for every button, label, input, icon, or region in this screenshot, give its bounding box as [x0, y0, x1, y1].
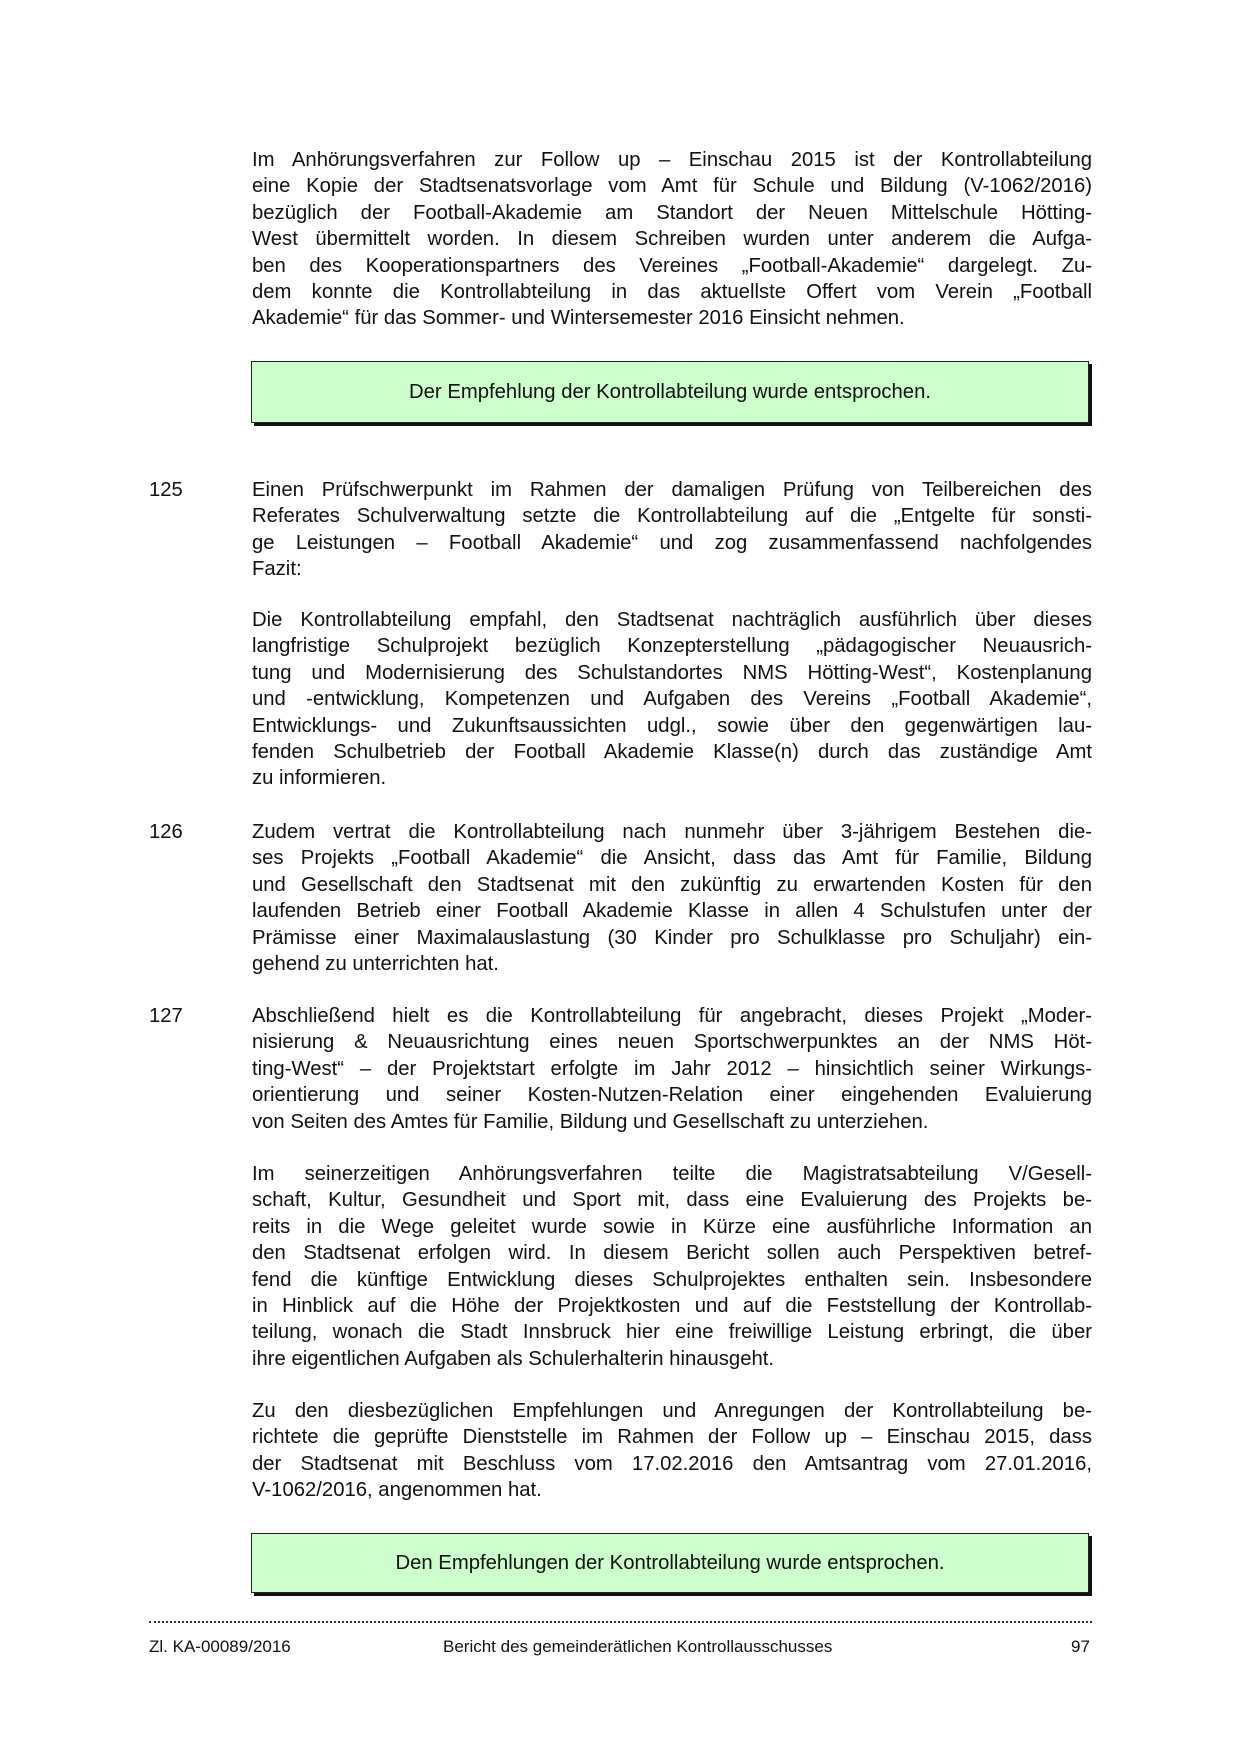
text-line: den Stadtsenat erfolgen wird. In diesem Bericht sollen auch Perspektiven betref-: [252, 1242, 1092, 1265]
text-line: ge Leistungen – Football Akademie“ und zog zusammenfassend nachfolgendes: [252, 531, 1092, 554]
text-line: Prämisse einer Maximalauslastung (30 Kinder pro Schulklasse pro Schuljahr) ein-: [252, 926, 1092, 949]
footer-page-number: 97: [1071, 1637, 1090, 1656]
text-line: V-1062/2016, angenommen hat.: [252, 1479, 542, 1502]
text-line: ting-West“ – der Projektstart erfolgte im Jahr 2012 – hinsichtlich seiner Wirkungs-: [252, 1057, 1092, 1080]
text-line: und Gesellschaft den Stadtsenat mit den zukünftig zu erwartenden Kosten für den: [252, 873, 1092, 896]
item-paragraph: [252, 477, 1092, 583]
text-line: bezüglich der Football-Akademie am Standort der Neuen Mittelschule Hötting-: [252, 201, 1092, 224]
text-line: Einen Prüfschwerpunkt im Rahmen der damaligen Prüfung von Teilbereichen des: [252, 479, 1092, 501]
text-line: zu informieren.: [252, 767, 387, 790]
text-line: Im seinerzeitigen Anhörungsverfahren teilte die Magistratsabteilung V/Gesell-: [252, 1163, 1092, 1185]
text-line: in Hinblick auf die Höhe der Projektkosten und auf die Feststellung der Kontrollab-: [252, 1295, 1092, 1318]
text-line: fend die künftige Entwicklung dieses Schulprojektes enthalten sein. Insbesondere: [252, 1268, 1092, 1291]
result-text: Der Empfehlung der Kontrollabteilung wurde entsprochen.: [409, 380, 931, 403]
text-line: gehend zu unterrichten hat.: [252, 953, 499, 976]
text-line: und -entwicklung, Kompetenzen und Aufgaben des Vereins „Football Akademie“,: [252, 688, 1092, 711]
text-line: Im Anhörungsverfahren zur Follow up – Einschau 2015 ist der Kontrollabteilung: [252, 149, 1092, 171]
intro-paragraph: [252, 147, 1092, 332]
item-paragraph: [252, 1398, 1092, 1504]
text-line: ben des Kooperationspartners des Vereines „Football-Akademie“ dargelegt. Zu-: [252, 254, 1092, 277]
text-line: West übermittelt worden. In diesem Schreiben wurden unter anderem die Aufga-: [252, 228, 1092, 251]
item-number: 126: [149, 821, 183, 843]
item-paragraph: [252, 819, 1092, 977]
result-text: Den Empfehlungen der Kontrollabteilung wurde entsprochen.: [395, 1551, 945, 1574]
text-line: orientierung und seiner Kosten-Nutzen-Relation einer eingehenden Evaluierung: [252, 1084, 1092, 1107]
text-line: Zu den diesbezüglichen Empfehlungen und Anregungen der Kontrollabteilung be-: [252, 1400, 1092, 1422]
text-line: reits in die Wege geleitet wurde sowie in Kürze eine ausführliche Information an: [252, 1215, 1092, 1238]
item-paragraph: [252, 607, 1092, 792]
text-line: Akademie“ für das Sommer- und Wintersemester 2016 Einsicht nehmen.: [252, 307, 905, 330]
footer-title: Bericht des gemeinderätlichen Kontrollausschusses: [443, 1637, 833, 1656]
result-box: [251, 361, 1089, 423]
text-line: ihre eigentlichen Aufgaben als Schulerhalterin hinausgeht.: [252, 1347, 775, 1370]
text-line: teilung, wonach die Stadt Innsbruck hier eine freiwillige Leistung erbringt, die über: [252, 1321, 1092, 1344]
text-line: Entwicklungs- und Zukunftsaussichten udgl., sowie über den gegenwärtigen lau-: [252, 714, 1092, 737]
footer-divider: [149, 1617, 1092, 1623]
text-line: Abschließend hielt es die Kontrollabteilung für angebracht, dieses Projekt „Moder-: [252, 1005, 1092, 1027]
item-paragraph: [252, 1003, 1092, 1135]
text-line: eine Kopie der Stadtsenatsvorlage vom Amt für Schule und Bildung (V-1062/2016): [252, 175, 1092, 198]
text-line: langfristige Schulprojekt bezüglich Konzepterstellung „pädagogischer Neuausrich-: [252, 635, 1092, 658]
text-line: richtete die geprüfte Dienststelle im Rahmen der Follow up – Einschau 2015, dass: [252, 1426, 1092, 1449]
text-line: Fazit:: [252, 558, 302, 581]
text-line: nisierung & Neuausrichtung eines neuen Sportschwerpunktes an der NMS Höt-: [252, 1031, 1092, 1054]
item-number: 125: [149, 479, 183, 501]
text-line: Referates Schulverwaltung setzte die Kontrollabteilung auf die „Entgelte für sonsti-: [252, 505, 1092, 528]
result-box: [251, 1533, 1089, 1593]
text-line: schaft, Kultur, Gesundheit und Sport mit, dass eine Evaluierung des Projekts be-: [252, 1189, 1092, 1212]
text-line: ses Projekts „Football Akademie“ die Ansicht, dass das Amt für Familie, Bildung: [252, 847, 1092, 870]
text-line: Zudem vertrat die Kontrollabteilung nach nunmehr über 3-jährigem Bestehen die-: [252, 821, 1092, 843]
item-paragraph: [252, 1161, 1092, 1372]
text-line: der Stadtsenat mit Beschluss vom 17.02.2016 den Amtsantrag vom 27.01.2016,: [252, 1452, 1092, 1475]
text-line: von Seiten des Amtes für Familie, Bildung und Gesellschaft zu unterziehen.: [252, 1110, 929, 1133]
text-line: tung und Modernisierung des Schulstandortes NMS Hötting-West“, Kostenplanung: [252, 661, 1092, 684]
text-line: Die Kontrollabteilung empfahl, den Stadtsenat nachträglich ausführlich über dieses: [252, 609, 1092, 631]
text-line: dem konnte die Kontrollabteilung in das aktuellste Offert vom Verein „Football: [252, 281, 1092, 304]
text-line: laufenden Betrieb einer Football Akademie Klasse in allen 4 Schulstufen unter der: [252, 900, 1092, 923]
item-number: 127: [149, 1005, 183, 1027]
text-line: fenden Schulbetrieb der Football Akademie Klasse(n) durch das zuständige Amt: [252, 741, 1092, 764]
footer-reference: Zl. KA-00089/2016: [149, 1637, 291, 1656]
